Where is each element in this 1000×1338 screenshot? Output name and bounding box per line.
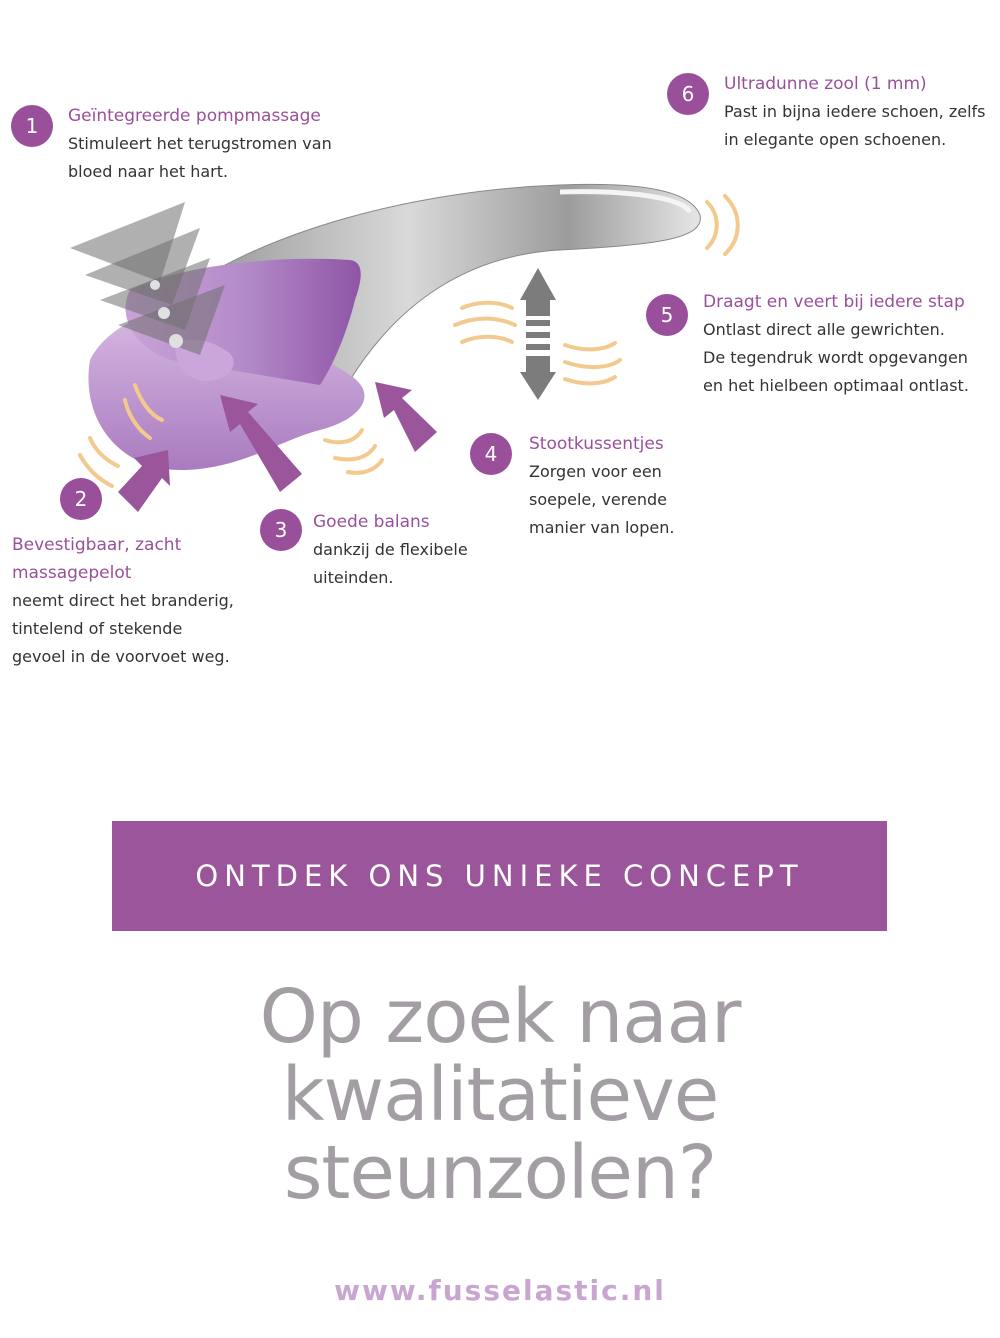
feature-description bbox=[703, 316, 969, 400]
description-line: tintelend of stekende bbox=[12, 619, 183, 638]
headline-line: steunzolen? bbox=[283, 1130, 717, 1216]
feature-number-badge: 3 bbox=[260, 509, 302, 551]
description-line: dankzij de flexibele bbox=[313, 540, 468, 559]
banner-label: ONTDEK ONS UNIEKE CONCEPT bbox=[195, 859, 804, 893]
feature-number-badge: 2 bbox=[60, 478, 102, 520]
feature-number-badge: 4 bbox=[470, 433, 512, 475]
concept-banner[interactable] bbox=[112, 821, 887, 931]
website-url[interactable]: www.fusselastic.nl bbox=[334, 1274, 666, 1307]
feature-description bbox=[313, 536, 468, 592]
feature-description bbox=[12, 587, 234, 671]
feature-title: Draagt en veert bij iedere stap bbox=[703, 292, 965, 312]
feature-number-badge: 5 bbox=[646, 294, 688, 336]
title-line: massagepelot bbox=[12, 563, 132, 583]
feature-title: Ultradunne zool (1 mm) bbox=[724, 74, 927, 94]
description-line: Stimuleert het terugstromen van bbox=[68, 134, 332, 153]
description-line: gevoel in de voorvoet weg. bbox=[12, 647, 230, 666]
feature-description bbox=[724, 98, 986, 154]
title-line: Bevestigbaar, zacht bbox=[12, 535, 182, 555]
description-line: en het hielbeen optimaal ontlast. bbox=[703, 376, 969, 395]
headline bbox=[0, 974, 1000, 1216]
feature-number-badge: 1 bbox=[11, 105, 53, 147]
description-line: uiteinden. bbox=[313, 568, 394, 587]
description-line: soepele, verende bbox=[529, 490, 667, 509]
description-line: Zorgen voor een bbox=[529, 462, 662, 481]
description-line: De tegendruk wordt opgevangen bbox=[703, 348, 968, 367]
feature-title: Goede balans bbox=[313, 512, 430, 532]
pump-layers-icon bbox=[70, 202, 225, 355]
feature-title: Stootkussentjes bbox=[529, 434, 664, 454]
feature-number-badge: 6 bbox=[667, 73, 709, 115]
headline-line: kwalitatieve bbox=[281, 1052, 719, 1138]
description-line: in elegante open schoenen. bbox=[724, 130, 947, 149]
up-down-arrow-icon bbox=[520, 268, 556, 400]
description-line: bloed naar het hart. bbox=[68, 162, 229, 181]
feature-title: Geïntegreerde pompmassage bbox=[68, 106, 321, 126]
description-line: neemt direct het branderig, bbox=[12, 591, 234, 610]
headline-line: Op zoek naar bbox=[259, 974, 741, 1060]
feature-title bbox=[12, 531, 181, 587]
description-line: Past in bijna iedere schoen, zelfs bbox=[724, 102, 986, 121]
feature-description bbox=[529, 458, 674, 542]
description-line: Ontlast direct alle gewrichten. bbox=[703, 320, 945, 339]
feature-description bbox=[68, 130, 332, 186]
description-line: manier van lopen. bbox=[529, 518, 675, 537]
